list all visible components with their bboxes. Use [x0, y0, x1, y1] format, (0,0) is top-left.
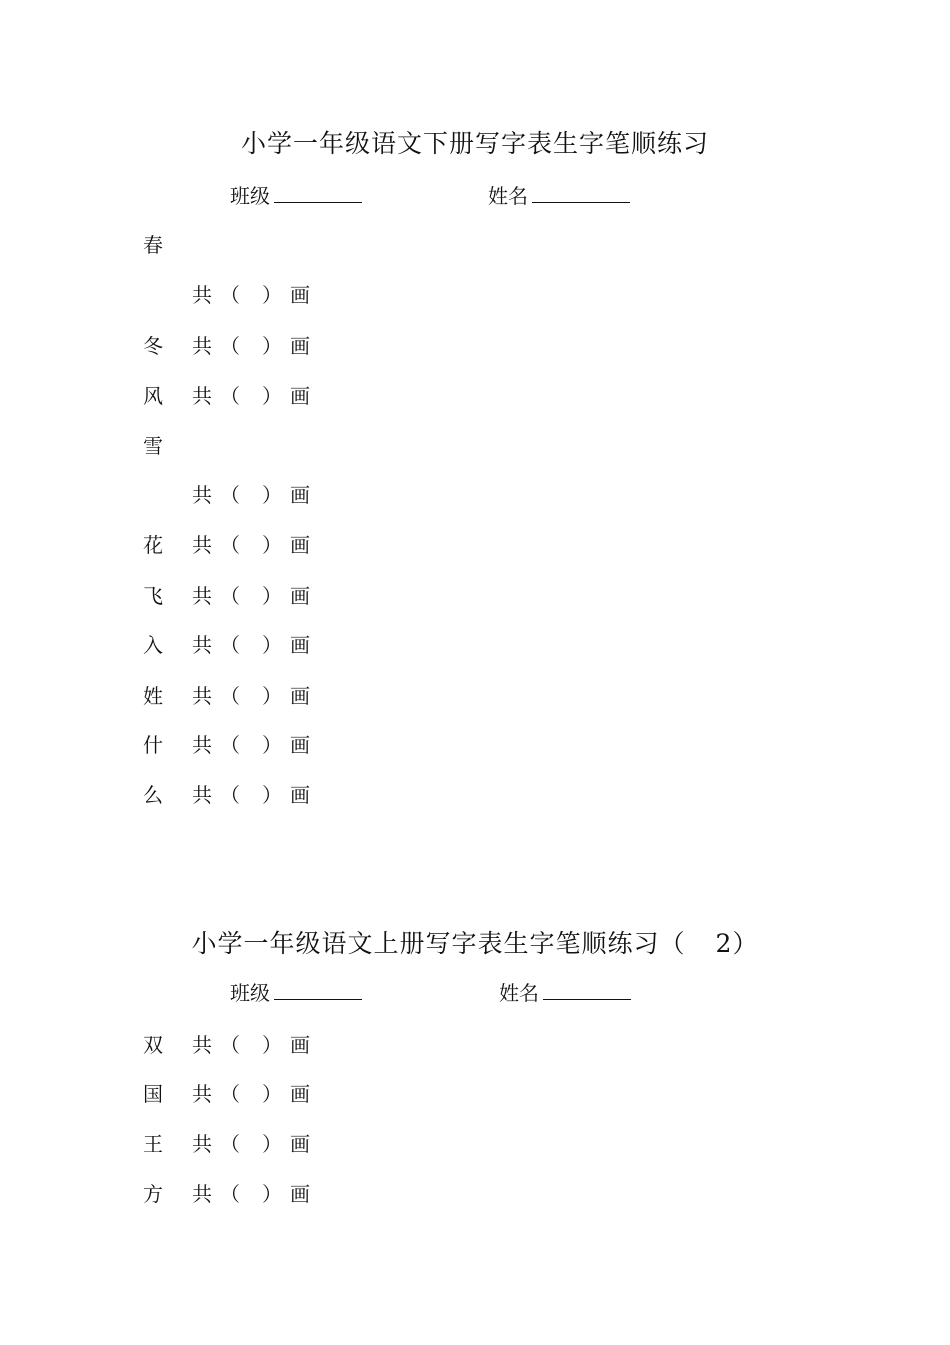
char-12: 国 — [143, 1082, 163, 1106]
stroke-row: 共 （ ） 画 — [192, 684, 310, 708]
class-blank[interactable] — [274, 979, 362, 1000]
title-text: 小学一年级语文下册写字表生字笔顺练习 — [240, 129, 709, 158]
class-label: 班级 — [230, 184, 270, 208]
char-6: 飞 — [143, 584, 163, 608]
stroke-row: 共 （ ） 画 — [192, 334, 310, 358]
char-4: 雪 — [143, 434, 163, 458]
stroke-row: 共 （ ） 画 — [192, 1182, 310, 1206]
stroke-row: 共 （ ） 画 — [192, 533, 310, 557]
name-field-1 — [488, 180, 630, 209]
class-field-2 — [230, 977, 362, 1006]
char-13: 王 — [143, 1132, 163, 1156]
title-text: 小学一年级语文上册写字表生字笔顺练习（ — [191, 929, 686, 958]
char-3: 风 — [143, 384, 163, 408]
char-11: 双 — [143, 1033, 163, 1057]
name-field-2 — [499, 977, 631, 1006]
char-7: 入 — [143, 633, 163, 657]
name-blank[interactable] — [532, 182, 630, 203]
name-label: 姓名 — [499, 981, 539, 1005]
name-label: 姓名 — [488, 184, 528, 208]
stroke-row: 共 （ ） 画 — [192, 283, 310, 307]
char-14: 方 — [143, 1182, 163, 1206]
stroke-row: 共 （ ） 画 — [192, 783, 310, 807]
char-8: 姓 — [143, 684, 163, 708]
class-field-1 — [230, 180, 362, 209]
worksheet-title-1 — [0, 124, 950, 160]
name-blank[interactable] — [543, 979, 631, 1000]
stroke-row: 共 （ ） 画 — [192, 1132, 310, 1156]
stroke-row: 共 （ ） 画 — [192, 584, 310, 608]
title-number: 2） — [715, 929, 759, 958]
stroke-row: 共 （ ） 画 — [192, 633, 310, 657]
stroke-row: 共 （ ） 画 — [192, 733, 310, 757]
stroke-row: 共 （ ） 画 — [192, 483, 310, 507]
stroke-row: 共 （ ） 画 — [192, 1033, 310, 1057]
worksheet-title-2 — [0, 924, 950, 960]
char-1: 春 — [143, 233, 163, 257]
char-5: 花 — [143, 533, 163, 557]
class-label: 班级 — [230, 981, 270, 1005]
char-10: 么 — [143, 783, 163, 807]
stroke-row: 共 （ ） 画 — [192, 384, 310, 408]
char-2: 冬 — [143, 334, 163, 358]
char-9: 什 — [143, 733, 163, 757]
class-blank[interactable] — [274, 182, 362, 203]
stroke-row: 共 （ ） 画 — [192, 1082, 310, 1106]
